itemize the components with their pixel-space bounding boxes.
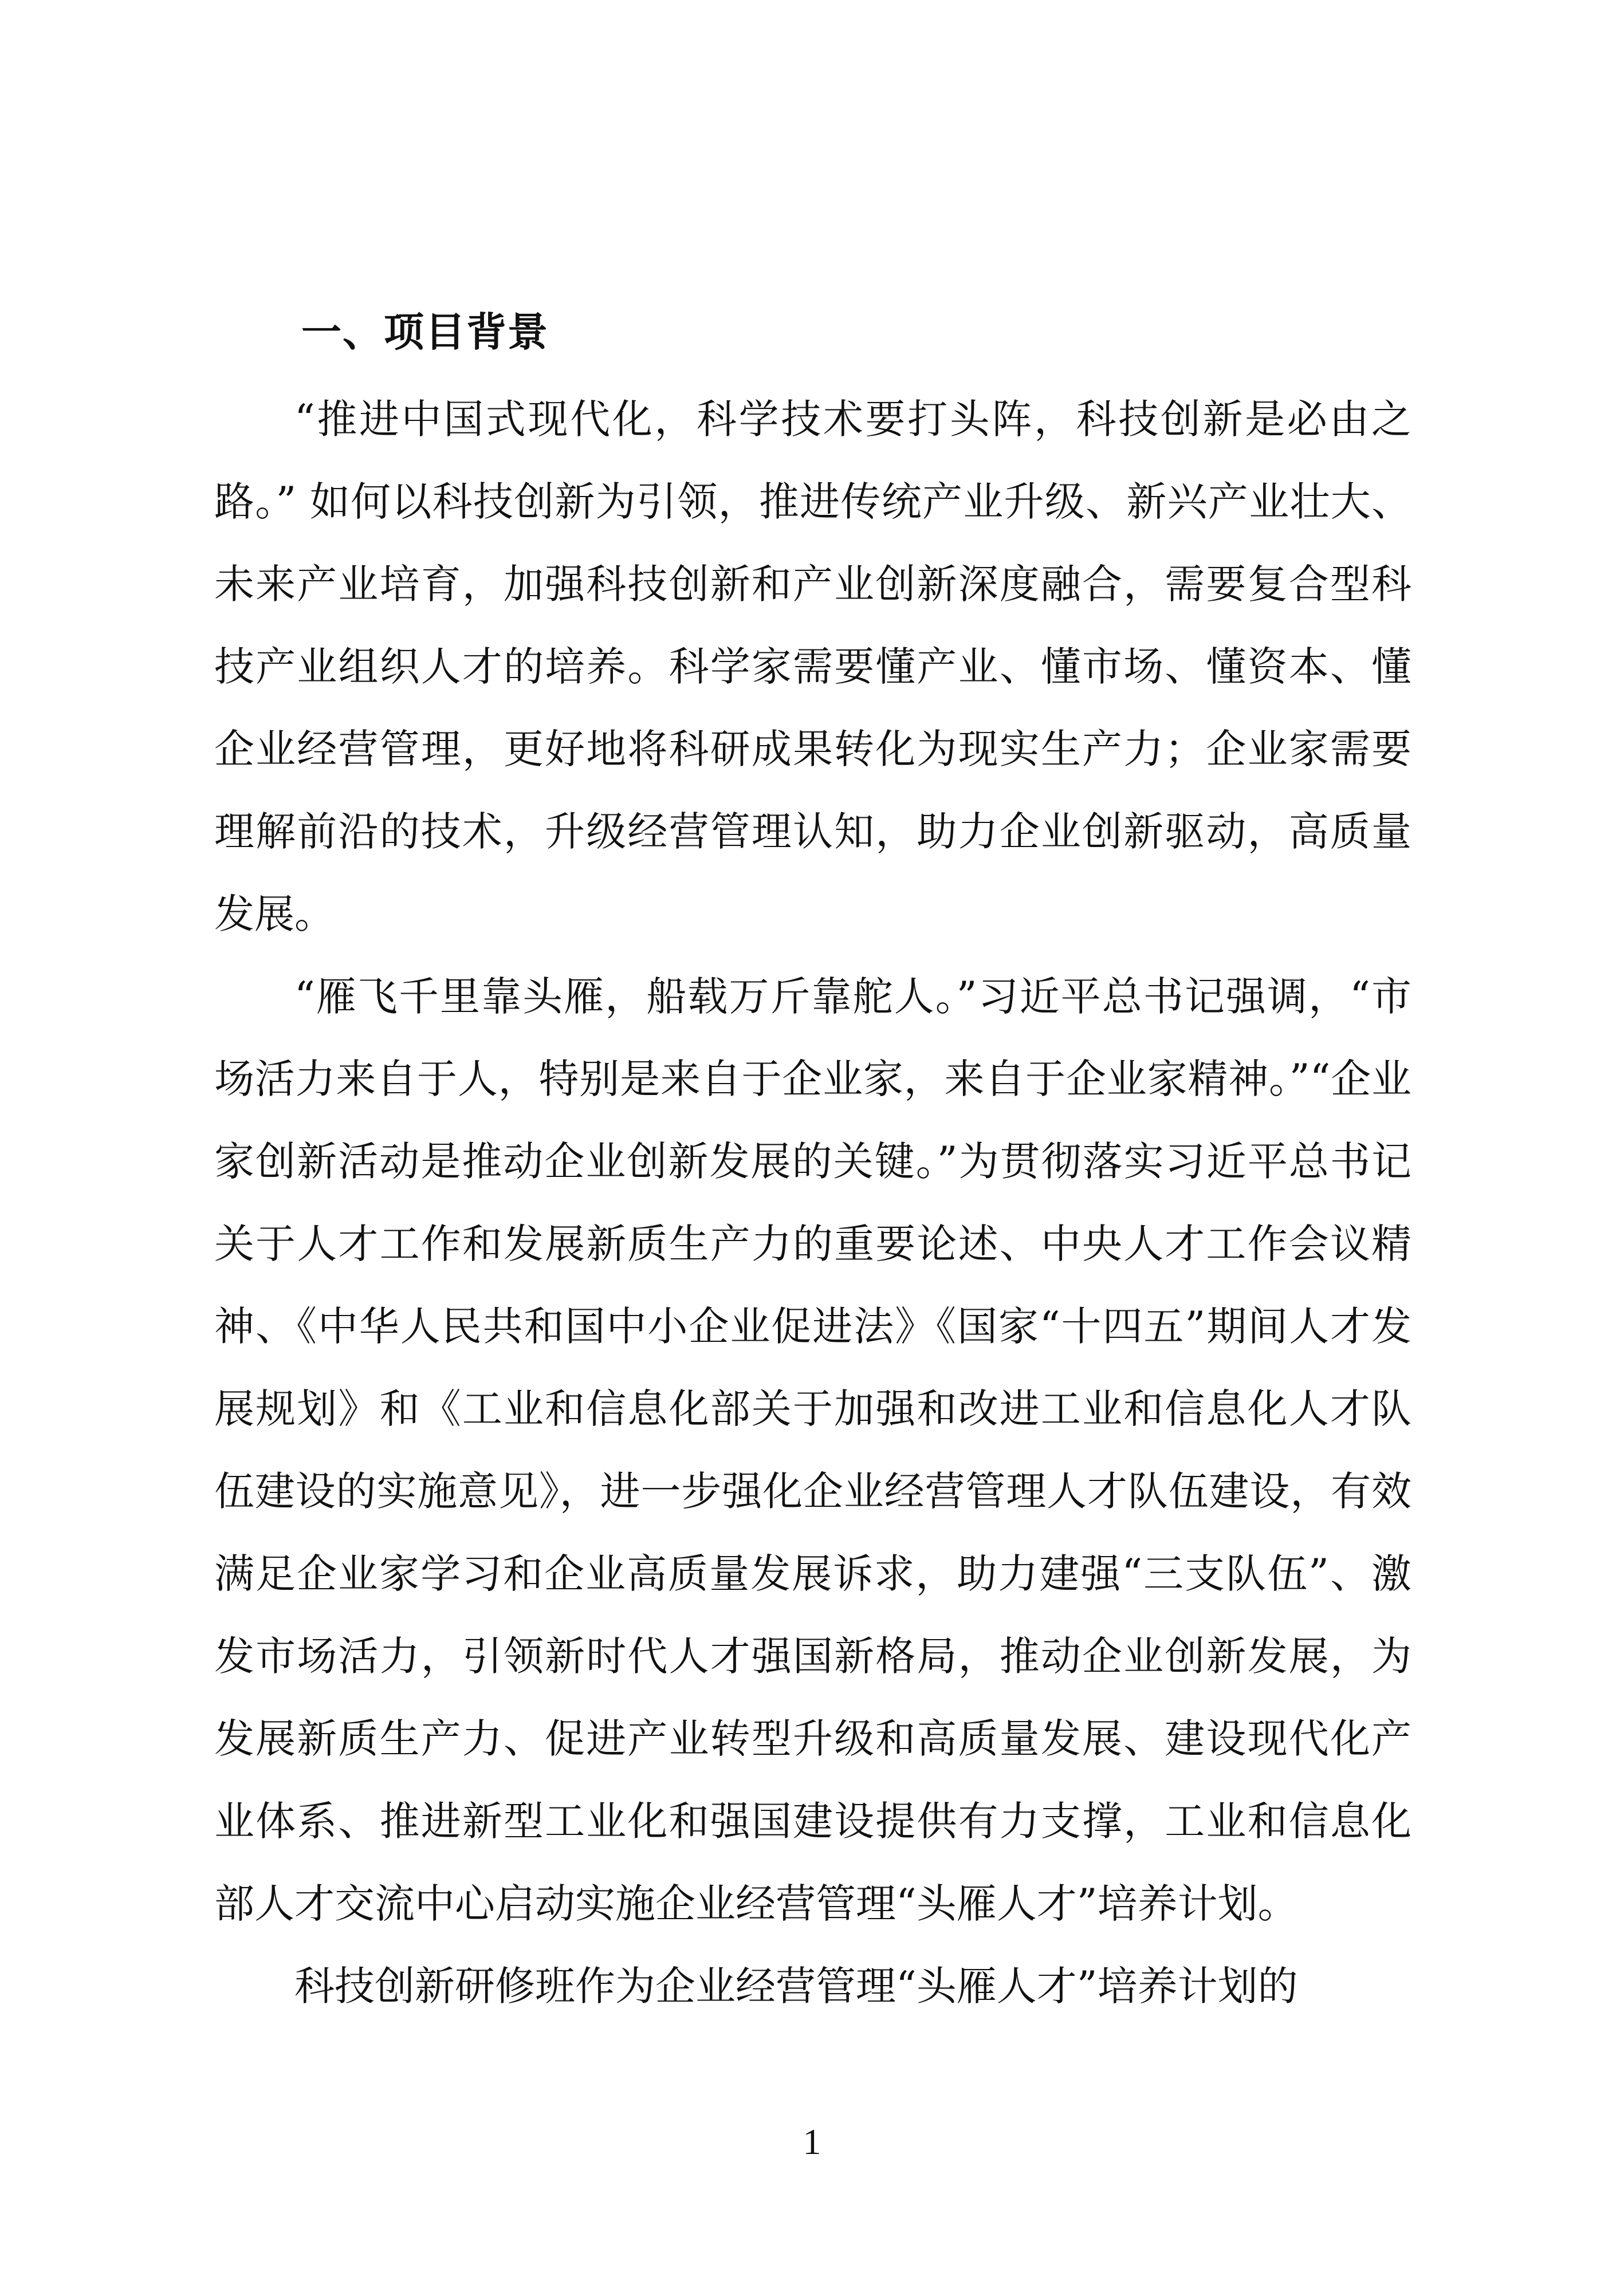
- paragraph-1: “推进中国式现代化，科学技术要打头阵，科技创新是必由之路。” 如何以科技创新为引领，推进传统产业升级、新兴产业壮大、未来产业培育，加强科技创新和产业创新深度融合，需要复合型科技产业组织人才的培养。科学家需要懂产业、懂市场、懂资本、懂企业经营管理，更好地将科研成果转化为现实生产力；企业家需要理解前沿的技术，升级经营管理认知，助力企业创新驱动，高质量发展。: [214, 396, 1411, 938]
- page-number: 1: [803, 2121, 821, 2162]
- paragraph-3: 科技创新研修班作为企业经营管理“头雁人才”培养计划的: [294, 1963, 1298, 2010]
- body-text: [214, 378, 1411, 2027]
- paragraph-2: “雁飞千里靠头雁，船载万斤靠舵人。”习近平总书记强调，“市场活力来自于人，特别是来自于企业家，来自于企业家精神。”“企业家创新活动是推动企业创新发展的关键。”为贯彻落实习近平总书记关于人才工作和发展新质生产力的重要论述、中央人才工作会议精神、《中华人民共和国中小企业促进法》《国家“十四五”期间人才发展规划》和《工业和信息化部关于加强和改进工业和信息化人才队伍建设的实施意见》，进一步强化企业经营管理人才队伍建设，有效满足企业家学习和企业高质量发展诉求，助力建强“三支队伍”、激发市场活力，引领新时代人才强国新格局，推动企业创新发展，为发展新质生产力、促进产业转型升级和高质量发展、建设现代化产业体系、推进新型工业化和强国建设提供有力支撑，工业和信息化部人才交流中心启动实施企业经营管理“头雁人才”培养计划。: [214, 973, 1411, 1927]
- section-heading: 一、项目背景: [301, 309, 549, 356]
